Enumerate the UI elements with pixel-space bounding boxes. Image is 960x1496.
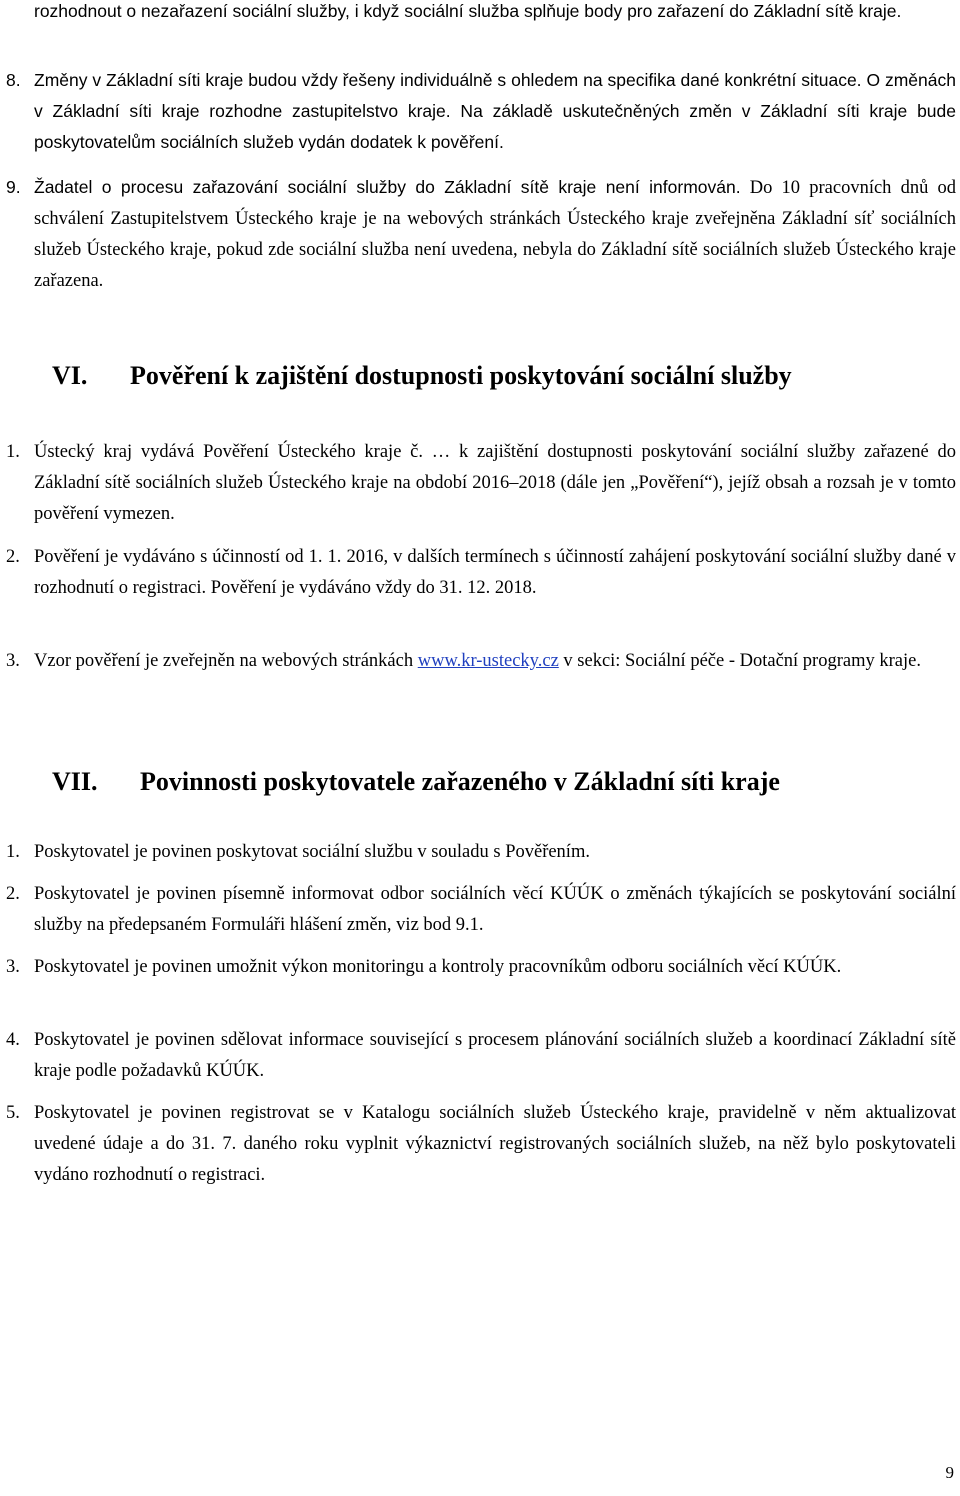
website-link[interactable]: www.kr-ustecky.cz <box>417 651 559 671</box>
page-number: 9 <box>945 1463 954 1482</box>
item-text <box>34 172 956 297</box>
list-item-vii4 <box>6 1025 956 1087</box>
item-number: 3. <box>6 651 20 671</box>
item-number: 8. <box>6 70 21 90</box>
item-text: Ústecký kraj vydává Pověření Ústeckého kraje č. … k zajištění dostupnosti poskytování sociální služby zařazené do Základní sítě sociálních služeb Ústeckého kraje na období 2016–2018 (dále jen „Pověření“), jejíž obsah a rozsah je v tomto pověření vymezen. <box>34 442 956 524</box>
item-text: Změny v Základní síti kraje budou vždy řešeny individuálně s ohledem na specifika dané konkrétní situace. O změnách v Základní síti kraje rozhodne zastupitelstvo kraje. Na základě uskutečněných změn v Základní síti kraje bude poskytovatelům sociálních služeb vydán dodatek k pověření. <box>34 70 956 152</box>
section-title: Povinnosti poskytovatele zařazeného v Základní síti kraje <box>140 767 780 796</box>
item-text: Poskytovatel je povinen registrovat se v Katalogu sociálních služeb Ústeckého kraje, pravidelně v něm aktualizovat uvedené údaje a do 31. 7. daného roku vyplnit výkaznictví registrovaných sociálních služeb, na něž bylo poskytovateli vydáno rozhodnutí o registraci. <box>34 1103 956 1185</box>
item-text: Poskytovatel je povinen umožnit výkon monitoringu a kontroly pracovníkům odboru sociálních věcí KÚÚK. <box>34 957 842 977</box>
item-text-after: v sekci: Sociální péče - Dotační programy kraje. <box>558 651 921 671</box>
list-item-vii2 <box>6 879 956 941</box>
item-number: 9. <box>6 177 21 197</box>
section-number: VI. <box>52 361 88 390</box>
list-item-vi3 <box>6 646 956 677</box>
list-item-v9 <box>6 172 956 297</box>
item-text: Poskytovatel je povinen sdělovat informace související s procesem plánování sociálních služeb a koordinací Základní sítě kraje podle požadavků KÚÚK. <box>34 1030 956 1081</box>
list-item-vii3 <box>6 952 956 983</box>
section-number: VII. <box>52 767 98 796</box>
list-item-vii5 <box>6 1098 956 1191</box>
item-number: 2. <box>6 884 20 904</box>
list-item-v8 <box>6 65 956 158</box>
section-title: Pověření k zajištění dostupnosti poskytování sociální služby <box>130 361 792 390</box>
list-item-vi2 <box>6 542 956 604</box>
item-number: 4. <box>6 1030 20 1050</box>
item-number: 3. <box>6 957 20 977</box>
list-item-vii1 <box>6 837 956 868</box>
top-paragraph: rozhodnout o nezařazení sociální služby, i když sociální služba splňuje body pro zařazení do Základní sítě kraje. <box>34 1 902 21</box>
item-text: Poskytovatel je povinen poskytovat sociální službu v souladu s Pověřením. <box>34 842 590 862</box>
item-number: 1. <box>6 842 20 862</box>
item-text: Poskytovatel je povinen písemně informovat odbor sociálních věcí KÚÚK o změnách týkajících se poskytování sociální služby na předepsaném Formuláři hlášení změn, viz bod 9.1. <box>34 884 956 935</box>
item-number: 2. <box>6 547 20 567</box>
item-text-before: Vzor pověření je zveřejněn na webových stránkách <box>34 651 418 671</box>
item-text-b: Do 10 pracovních dnů od schválení Zastupitelstvem Ústeckého kraje je na webových stránkách Ústeckého kraje zveřejněna Základní síť sociálních služeb Ústeckého kraje, pokud zde sociální služba není uvedena, nebyla do Základní sítě sociálních služeb Ústeckého kraje zařazena. <box>34 178 957 291</box>
item-number: 1. <box>6 442 20 462</box>
item-text: Pověření je vydáváno s účinností od 1. 1. 2016, v dalších termínech s účinností zahájení poskytování sociální služby dané v rozhodnutí o registraci. Pověření je vydáváno vždy do 31. 12. 2018. <box>34 547 956 598</box>
item-text <box>34 646 956 677</box>
item-text-a: Žadatel o procesu zařazování sociální služby do Základní sítě kraje není informován. <box>34 177 741 197</box>
item-number: 5. <box>6 1103 20 1123</box>
list-item-vi1 <box>6 437 956 530</box>
